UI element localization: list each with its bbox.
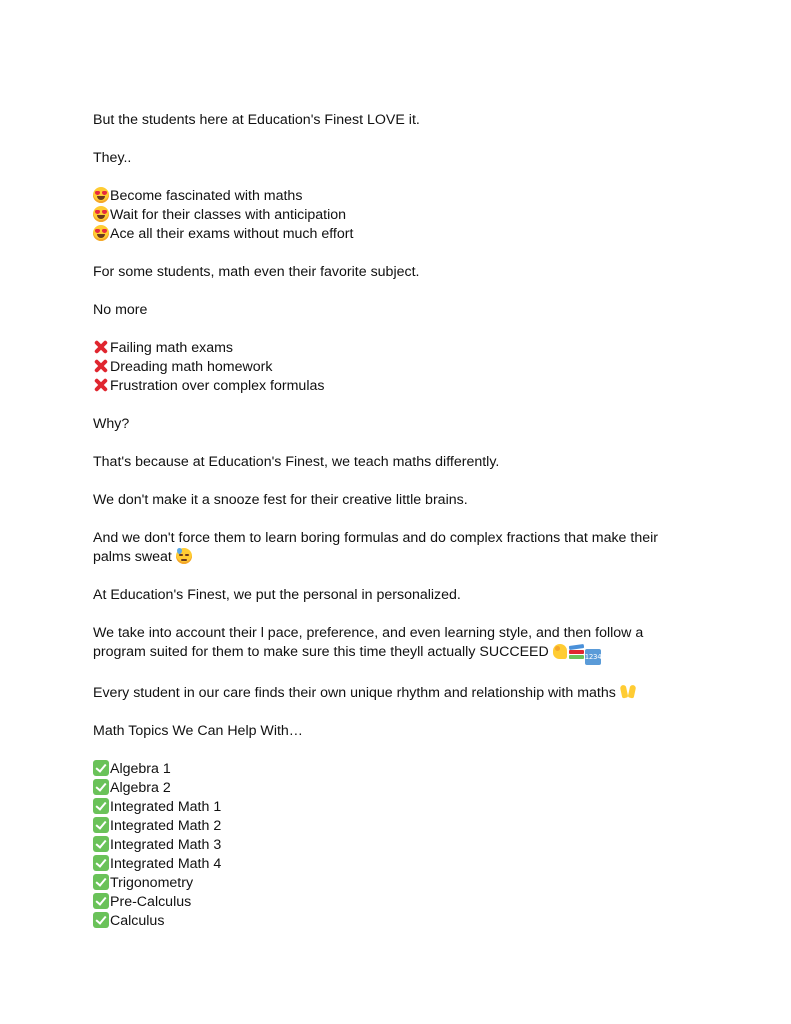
check-mark-icon — [93, 893, 109, 909]
account-line-2-text: program suited for them to make sure this time theyll actually SUCCEED — [93, 644, 549, 660]
list-item — [93, 874, 693, 893]
topic-text: Calculus — [110, 913, 165, 929]
list-item — [93, 855, 693, 874]
check-mark-icon — [93, 836, 109, 852]
benefit-text: Become fascinated with maths — [110, 188, 303, 204]
account-line-2 — [93, 643, 693, 665]
no-more-text: No more — [93, 302, 148, 318]
rhythm-paragraph — [93, 684, 693, 703]
topic-text: Algebra 2 — [110, 780, 171, 796]
favorite-text: For some students, math even their favorite subject. — [93, 264, 420, 280]
they-text: They.. — [93, 150, 132, 166]
check-mark-icon — [93, 760, 109, 776]
list-item — [93, 912, 693, 931]
topic-text: Trigonometry — [110, 875, 194, 891]
list-item — [93, 779, 693, 798]
list-item — [93, 817, 693, 836]
numbers-icon: 1234 — [585, 649, 601, 665]
problem-text: Dreading math homework — [110, 359, 273, 375]
problem-text: Failing math exams — [110, 340, 234, 356]
list-item — [93, 206, 693, 225]
list-item — [93, 358, 693, 377]
cross-mark-icon — [93, 358, 109, 374]
intro-text: But the students here at Education's Finest LOVE it. — [93, 112, 420, 128]
account-paragraph — [93, 624, 693, 665]
force-line-1: And we don't force them to learn boring formulas and do complex fractions that make their — [93, 530, 658, 546]
rhythm-text: Every student in our care finds their own unique rhythm and relationship with maths — [93, 685, 616, 701]
benefit-text: Wait for their classes with anticipation — [110, 207, 347, 223]
check-mark-icon — [93, 912, 109, 928]
heart-eyes-face-icon — [93, 187, 109, 203]
topic-text: Integrated Math 4 — [110, 856, 222, 872]
snooze-text: We don't make it a snooze fest for their creative little brains. — [93, 492, 468, 508]
list-item — [93, 760, 693, 779]
force-paragraph — [93, 529, 693, 567]
problems-list — [93, 339, 693, 396]
list-item — [93, 377, 693, 396]
topic-text: Algebra 1 — [110, 761, 171, 777]
topics-list — [93, 760, 693, 931]
cross-mark-icon — [93, 377, 109, 393]
heart-eyes-face-icon — [93, 206, 109, 222]
flexed-biceps-icon — [553, 644, 567, 659]
benefit-text: Ace all their exams without much effort — [110, 226, 354, 242]
sweat-face-icon — [176, 548, 192, 564]
account-line-1: We take into account their l pace, preference, and even learning style, and then follow a — [93, 625, 644, 641]
list-item — [93, 836, 693, 855]
list-item — [93, 798, 693, 817]
books-icon — [568, 643, 584, 659]
topic-text: Pre-Calculus — [110, 894, 192, 910]
topic-text: Integrated Math 3 — [110, 837, 222, 853]
cross-mark-icon — [93, 339, 109, 355]
list-item — [93, 339, 693, 358]
topic-text: Integrated Math 2 — [110, 818, 222, 834]
check-mark-icon — [93, 874, 109, 890]
check-mark-icon — [93, 817, 109, 833]
list-item — [93, 893, 693, 912]
personal-text: At Education's Finest, we put the personal in personalized. — [93, 587, 461, 603]
why-text: Why? — [93, 416, 130, 432]
check-mark-icon — [93, 779, 109, 795]
raising-hands-icon — [620, 684, 636, 700]
force-line-2-text: palms sweat — [93, 549, 172, 565]
document-body — [93, 111, 693, 931]
check-mark-icon — [93, 855, 109, 871]
topics-heading: Math Topics We Can Help With… — [93, 723, 303, 739]
check-mark-icon — [93, 798, 109, 814]
topic-text: Integrated Math 1 — [110, 799, 222, 815]
force-line-2 — [93, 548, 693, 567]
heart-eyes-face-icon — [93, 225, 109, 241]
benefits-list — [93, 187, 693, 244]
list-item — [93, 187, 693, 206]
because-text: That's because at Education's Finest, we teach maths differently. — [93, 454, 500, 470]
problem-text: Frustration over complex formulas — [110, 378, 325, 394]
list-item — [93, 225, 693, 244]
